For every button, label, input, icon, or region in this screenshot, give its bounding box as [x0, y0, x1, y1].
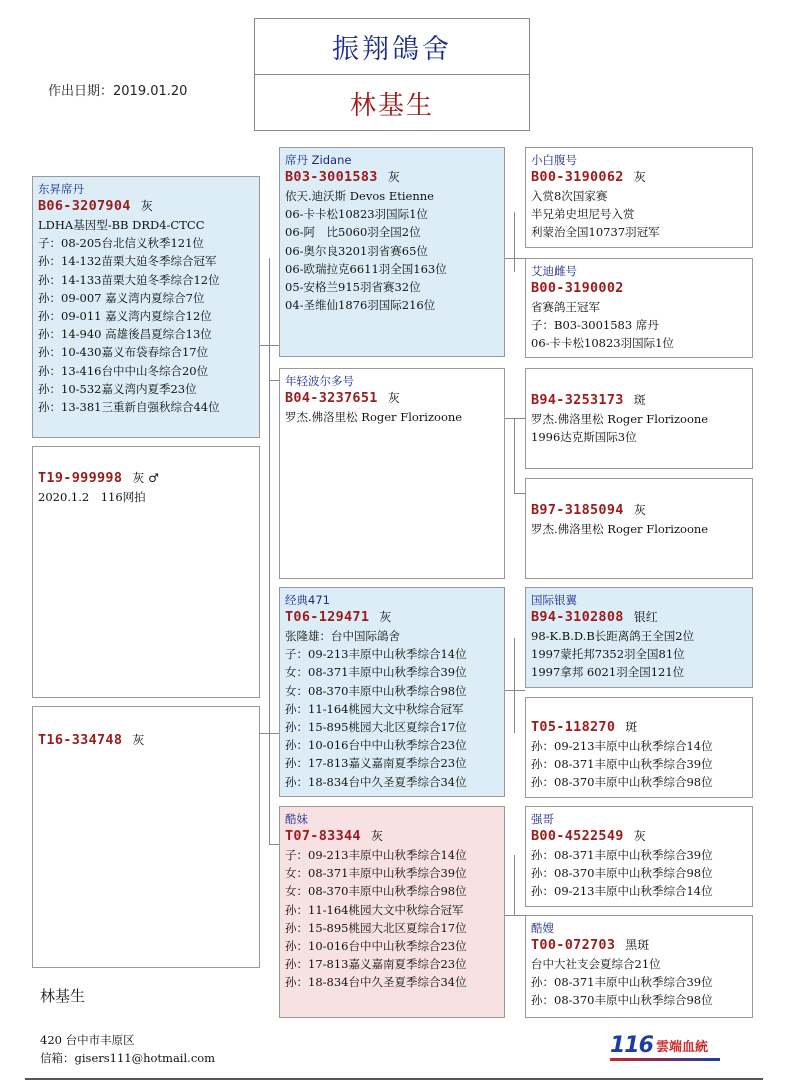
ddd-box	[525, 915, 753, 1018]
ring-number: T07-83344	[285, 828, 361, 844]
footer-owner-name: 林基生	[40, 987, 86, 1005]
connector	[504, 690, 525, 691]
info-line: 孙：14-132苗栗大廹冬季综合冠军	[38, 254, 217, 269]
ssd-ring-row	[531, 279, 747, 298]
owner-name-row	[255, 75, 529, 131]
info-line: 孙：18-834台中久圣夏季综合34位	[285, 975, 467, 990]
title-block	[254, 18, 530, 131]
dam-ring-row	[38, 731, 254, 750]
sds-ring-row	[531, 391, 747, 410]
bird-color: 灰	[140, 199, 153, 213]
sd-ring-row	[285, 389, 499, 408]
info-line: 依天.迪沃斯 Devos Etienne	[285, 189, 434, 203]
logo-underline	[610, 1058, 720, 1061]
bird-color: 黑斑	[625, 938, 650, 952]
bird-name: 艾迪雌号	[531, 264, 577, 278]
dam-dam-box	[279, 806, 505, 1018]
info-line: LDHA基因型-BB DRD4-CTCC	[38, 218, 205, 232]
bird-color: 灰	[387, 391, 400, 405]
bird-color: 灰	[633, 503, 646, 517]
ring-number: B00-3190002	[531, 280, 624, 296]
bird-name: 小白腹号	[531, 153, 577, 167]
info-line: 孙：08-371丰原中山秋季综合39位	[531, 975, 713, 990]
dsd-box	[525, 697, 753, 798]
info-line: 半兄弟史坦尼号入赏	[531, 207, 635, 222]
info-line: 孙：13-381三重新自强秋综合44位	[38, 400, 220, 415]
bird-name: 国际银翼	[531, 593, 577, 607]
connector	[259, 733, 279, 734]
connector	[269, 380, 279, 381]
sss-ring-row	[531, 168, 747, 187]
connector	[514, 418, 515, 493]
ring-number: T06-129471	[285, 609, 370, 625]
bird-name: 东昇席丹	[38, 182, 84, 196]
info-line: 孙：14-133苗栗大廹冬季综合12位	[38, 272, 220, 287]
ds-ring-row	[285, 608, 499, 627]
dds-ring-row	[531, 827, 747, 846]
info-line: 孙：10-532嘉义湾内夏季23位	[38, 381, 197, 396]
ring-number: B00-3190062	[531, 169, 624, 185]
info-line: 罗杰.佛洛里松 Roger Florizoone	[285, 410, 463, 424]
bird-color: 斑	[625, 720, 638, 734]
ring-number: B04-3237651	[285, 390, 378, 406]
info-line: 1997蒙托邦7352羽全国81位	[531, 647, 685, 662]
info-line: 孙：11-164桃园大文中秋综合冠军	[285, 902, 464, 917]
bird-color: 灰	[633, 170, 646, 184]
owner-name: 林基生	[349, 90, 434, 121]
dds-box	[525, 806, 753, 907]
connector	[504, 418, 525, 419]
connector	[504, 258, 525, 259]
info-line: 利蒙治全国10737羽冠军	[531, 225, 660, 240]
bird-name: 强哥	[531, 812, 554, 826]
ssd-box	[525, 258, 753, 358]
info-line: 孙：15-895桃园大北区夏综合17位	[285, 720, 467, 735]
connector	[269, 636, 270, 844]
subject-bird-box	[32, 446, 260, 698]
sds-box	[525, 368, 753, 469]
info-line: 1997拿邦 6021羽全国121位	[531, 665, 685, 680]
ring-number: B97-3185094	[531, 502, 624, 518]
info-line: 孙：10-016台中中山秋季综合23位	[285, 939, 467, 954]
bird-color: 灰	[379, 610, 392, 624]
dam-box	[32, 706, 260, 968]
info-line: 孙：08-371丰原中山秋季综合39位	[531, 848, 713, 862]
info-line: 孙：17-813嘉义嘉南夏季综合23位	[285, 957, 467, 972]
sss-box	[525, 147, 753, 248]
ring-number: B94-3102808	[531, 609, 624, 625]
ring-number: B06-3207904	[38, 198, 131, 214]
info-line: 罗杰.佛洛里松 Roger Florizoone	[531, 412, 709, 426]
info-line: 孙：08-370丰原中山秋季综合98位	[531, 866, 713, 881]
info-line: 孙：10-430嘉义布袋春综合17位	[38, 345, 209, 360]
logo-number: 116	[610, 1033, 653, 1058]
info-line: 女：08-370丰原中山秋季综合98位	[285, 884, 467, 899]
info-line: 孙：09-007 嘉义湾内夏综合7位	[38, 290, 205, 305]
dss-box	[525, 587, 753, 688]
ring-number: T19-999998	[38, 470, 123, 486]
connector	[514, 855, 515, 915]
bird-name: 酷嫂	[531, 921, 554, 935]
logo-text: 雲端血統	[655, 1040, 708, 1055]
ss-ring-row	[285, 168, 499, 187]
info-line: 孙：14-940 高雄後昌夏综合13位	[38, 327, 212, 342]
info-line: 女：08-371丰原中山秋季综合39位	[285, 866, 467, 881]
info-line: 女：08-370丰原中山秋季综合98位	[285, 683, 467, 698]
info-line: 04-圣维仙1876羽国际216位	[285, 298, 436, 313]
ring-number: T05-118270	[531, 719, 616, 735]
info-line: 孙：17-813嘉义嘉南夏季综合23位	[285, 756, 467, 771]
sire-box	[32, 176, 260, 438]
bird-color: 灰	[370, 829, 383, 843]
creation-date: 作出日期：2019.01.20	[48, 84, 188, 99]
footer-address: 420 台中市丰原区	[40, 1033, 135, 1047]
bird-color: 灰	[132, 733, 145, 747]
info-line: 孙：10-016台中中山秋季综合23位	[285, 738, 467, 753]
info-line: 子：B03-3001583 席丹	[531, 318, 659, 333]
info-line: 06-奥尔良3201羽省赛65位	[285, 243, 428, 258]
bird-name: 酷妹	[285, 812, 308, 826]
info-line: 06-欧瑞拉克6611羽全国163位	[285, 261, 447, 276]
ring-number: B00-4522549	[531, 828, 624, 844]
bird-name: 席丹 Zidane	[285, 153, 352, 167]
connector	[504, 915, 525, 916]
info-line: 入赏8次国家赛	[531, 189, 608, 203]
info-line: 罗杰.佛洛里松 Roger Florizoone	[531, 522, 709, 536]
connector	[259, 345, 279, 346]
connector	[514, 493, 525, 494]
info-line: 孙：09-213丰原中山秋季综合14位	[531, 884, 713, 899]
footer-divider	[25, 1078, 763, 1080]
info-line: 孙：08-370丰原中山秋季综合98位	[531, 993, 713, 1008]
ring-number: B03-3001583	[285, 169, 378, 185]
info-line: 05-安格兰915羽省赛32位	[285, 280, 421, 295]
sdd-ring-row	[531, 501, 747, 520]
info-line: 孙：13-416台中中山冬综合20位	[38, 363, 209, 378]
ring-number: T00-072703	[531, 937, 616, 953]
sire-ring-row	[38, 197, 254, 216]
loft-name-row	[255, 19, 529, 75]
ring-number: B94-3253173	[531, 392, 624, 408]
info-line: 孙：09-011 嘉义湾内夏综合12位	[38, 309, 212, 324]
connector	[514, 638, 515, 733]
info-line: 06-卡卡松10823羽国际1位	[285, 207, 428, 222]
dd-ring-row	[285, 827, 499, 846]
info-line: 孙：18-834台中久圣夏季综合34位	[285, 774, 467, 789]
connector	[269, 844, 279, 845]
ring-number: T16-334748	[38, 732, 123, 748]
info-line: 1996达克斯国际3位	[531, 430, 637, 445]
bird-color: 灰	[387, 170, 400, 184]
bird-color: 银红	[633, 610, 658, 624]
info-line: 子：09-213丰原中山秋季综合14位	[285, 647, 467, 662]
info-line: 女：08-371丰原中山秋季综合39位	[285, 665, 467, 680]
sdd-box	[525, 478, 753, 579]
sire-dam-box	[279, 368, 505, 579]
ddd-ring-row	[531, 936, 747, 955]
info-line: 子：09-213丰原中山秋季综合14位	[285, 848, 467, 862]
bird-color: 灰	[633, 829, 646, 843]
bird-name: 经典471	[285, 593, 330, 607]
sire-sire-box	[279, 147, 505, 357]
info-line: 省赛鸽王冠军	[531, 300, 600, 314]
info-line: 2020.1.2 116网拍	[38, 490, 146, 504]
info-line: 孙：15-895桃园大北区夏综合17位	[285, 920, 467, 935]
info-line: 子：08-205台北信义秋季121位	[38, 236, 204, 251]
connector	[269, 258, 270, 636]
bird-name: 年轻波尔多号	[285, 374, 354, 388]
subject-ring-row	[38, 469, 254, 488]
bird-color: 灰 ♂	[132, 471, 159, 485]
info-line: 06-阿 比5060羽全国2位	[285, 225, 421, 240]
connector	[514, 212, 515, 272]
loft-name: 振翔鴿舍	[332, 34, 452, 65]
bird-color: 斑	[633, 393, 646, 407]
info-line: 06-卡卡松10823羽国际1位	[531, 336, 674, 351]
info-line: 孙：08-370丰原中山秋季综合98位	[531, 775, 713, 790]
dam-sire-box	[279, 587, 505, 797]
info-line: 孙：11-164桃园大文中秋综合冠军	[285, 701, 464, 716]
info-line: 张隆雄：台中国际鴿舍	[285, 629, 400, 643]
dss-ring-row	[531, 608, 747, 627]
footer-email: 信箱：gisers111@hotmail.com	[40, 1051, 216, 1065]
info-line: 98-K.B.D.B长距离鸽王全国2位	[531, 629, 695, 643]
dsd-ring-row	[531, 718, 747, 737]
info-line: 孙：08-371丰原中山秋季综合39位	[531, 757, 713, 772]
info-line: 孙：09-213丰原中山秋季综合14位	[531, 739, 713, 753]
info-line: 台中大社支会夏综合21位	[531, 957, 661, 971]
cloud-pedigree-logo	[610, 1032, 720, 1058]
